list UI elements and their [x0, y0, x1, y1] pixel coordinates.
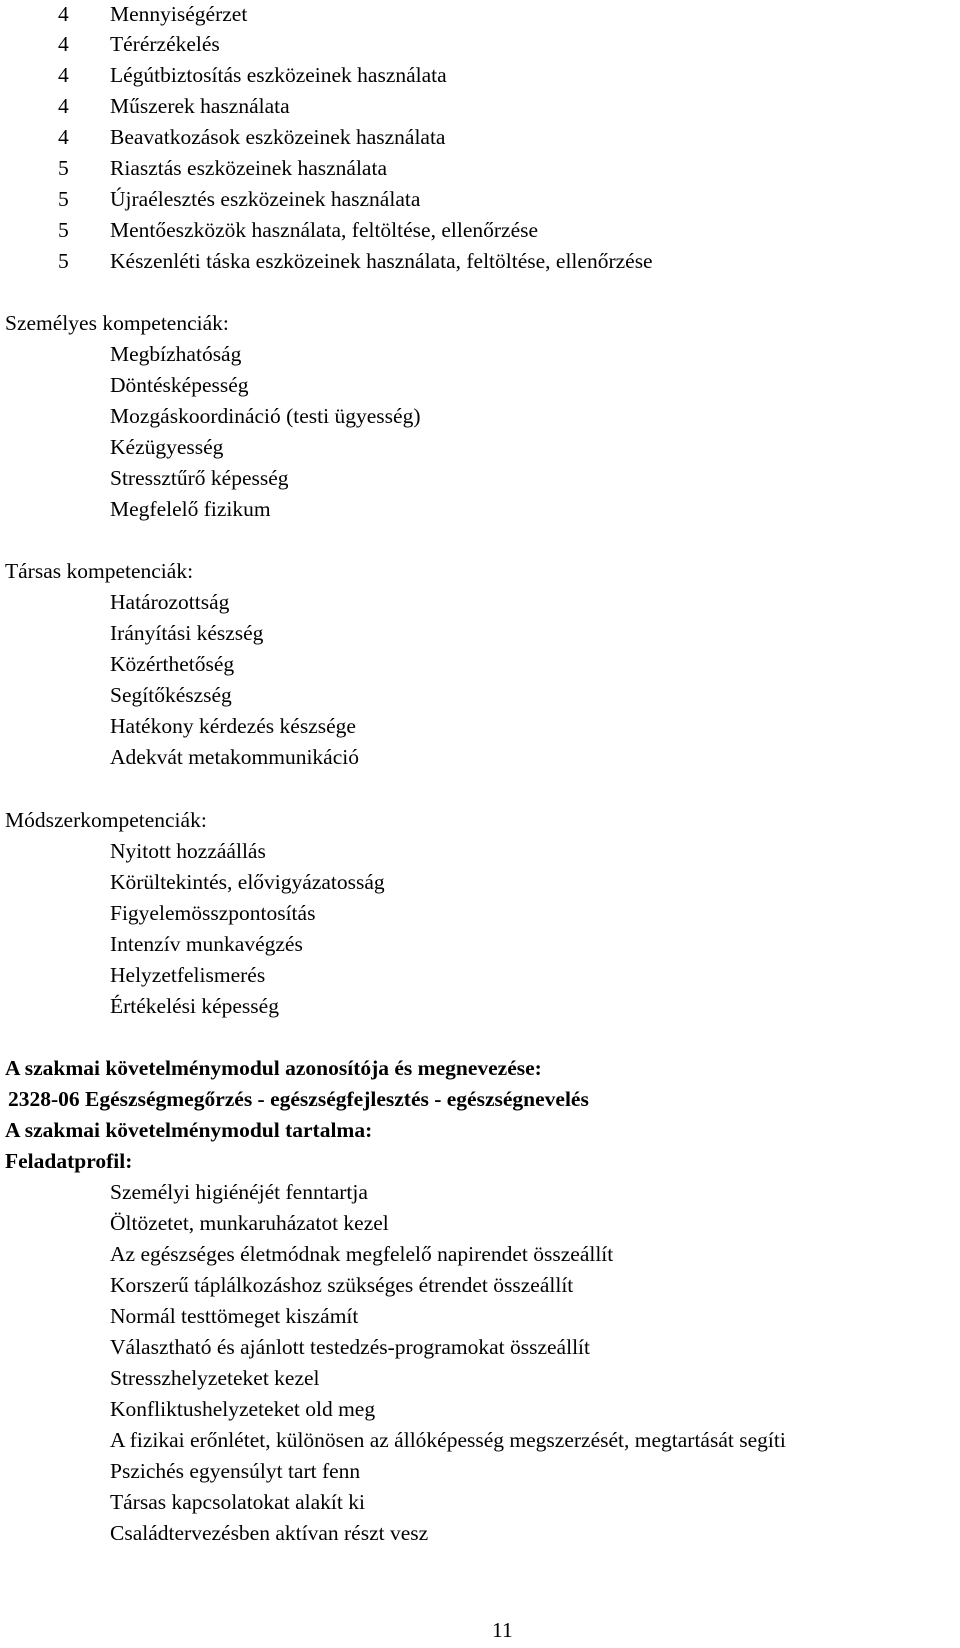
level-text: Mennyiségérzet [110, 2, 248, 26]
list-item: Döntésképesség [110, 373, 249, 397]
task-profile-heading: Feladatprofil: [5, 1149, 133, 1173]
list-item: Megbízhatóság [110, 342, 242, 366]
level-text: Légútbiztosítás eszközeinek használata [110, 63, 447, 87]
list-item: Kézügyesség [110, 435, 224, 459]
level-text: Térérzékelés [110, 32, 220, 56]
level-number: 5 [58, 187, 69, 211]
list-item: Határozottság [110, 590, 230, 614]
task-item: Stresszhelyzeteket kezel [110, 1366, 320, 1390]
task-item: Öltözetet, munkaruházatot kezel [110, 1211, 389, 1235]
list-item: Értékelési képesség [110, 994, 279, 1018]
level-number: 5 [58, 218, 69, 242]
list-item: Megfelelő fizikum [110, 497, 271, 521]
level-number: 4 [58, 125, 69, 149]
level-number: 4 [58, 94, 69, 118]
list-item: Stressztűrő képesség [110, 466, 289, 490]
list-item: Mozgáskoordináció (testi ügyesség) [110, 404, 421, 428]
module-id-heading: A szakmai követelménymodul azonosítója és megnevezése: [5, 1056, 542, 1080]
list-item: Adekvát metakommunikáció [110, 745, 359, 769]
list-item: Nyitott hozzáállás [110, 839, 266, 863]
list-item: Figyelemösszpontosítás [110, 901, 316, 925]
level-number: 5 [58, 156, 69, 180]
page-number: 11 [492, 1618, 513, 1642]
list-item: Hatékony kérdezés készsége [110, 714, 356, 738]
task-item: Társas kapcsolatokat alakít ki [110, 1490, 365, 1514]
section-heading: Módszerkompetenciák: [5, 808, 207, 832]
list-item: Helyzetfelismerés [110, 963, 266, 987]
level-number: 4 [58, 32, 69, 56]
module-id-value: 2328-06 Egészségmegőrzés - egészségfejlesztés - egészségnevelés [8, 1087, 589, 1111]
level-text: Beavatkozások eszközeinek használata [110, 125, 446, 149]
task-item: Normál testtömeget kiszámít [110, 1304, 359, 1328]
level-text: Készenléti táska eszközeinek használata, feltöltése, ellenőrzése [110, 249, 653, 273]
task-item: Korszerű táplálkozáshoz szükséges étrendet összeállít [110, 1273, 574, 1297]
level-number: 4 [58, 63, 69, 87]
task-item: Az egészséges életmódnak megfelelő napirendet összeállít [110, 1242, 614, 1266]
task-item: Családtervezésben aktívan részt vesz [110, 1521, 429, 1545]
level-text: Riasztás eszközeinek használata [110, 156, 387, 180]
task-item: Pszichés egyensúlyt tart fenn [110, 1459, 361, 1483]
task-item: Személyi higiénéjét fenntartja [110, 1180, 368, 1204]
list-item: Segítőkészség [110, 683, 232, 707]
list-item: Irányítási készség [110, 621, 264, 645]
level-text: Műszerek használata [110, 94, 290, 118]
module-content-heading: A szakmai követelménymodul tartalma: [5, 1118, 373, 1142]
list-item: Intenzív munkavégzés [110, 932, 303, 956]
level-text: Újraélesztés eszközeinek használata [110, 187, 421, 211]
level-text: Mentőeszközök használata, feltöltése, ellenőrzése [110, 218, 539, 242]
list-item: Körültekintés, elővigyázatosság [110, 870, 385, 894]
level-number: 4 [58, 2, 69, 26]
task-item: A fizikai erőnlétet, különösen az állóképesség megszerzését, megtartását segíti [110, 1428, 786, 1452]
level-number: 5 [58, 249, 69, 273]
task-item: Konfliktushelyzeteket old meg [110, 1397, 376, 1421]
task-item: Választható és ajánlott testedzés-programokat összeállít [110, 1335, 590, 1359]
section-heading: Személyes kompetenciák: [5, 311, 229, 335]
section-heading: Társas kompetenciák: [5, 559, 194, 583]
list-item: Közérthetőség [110, 652, 235, 676]
